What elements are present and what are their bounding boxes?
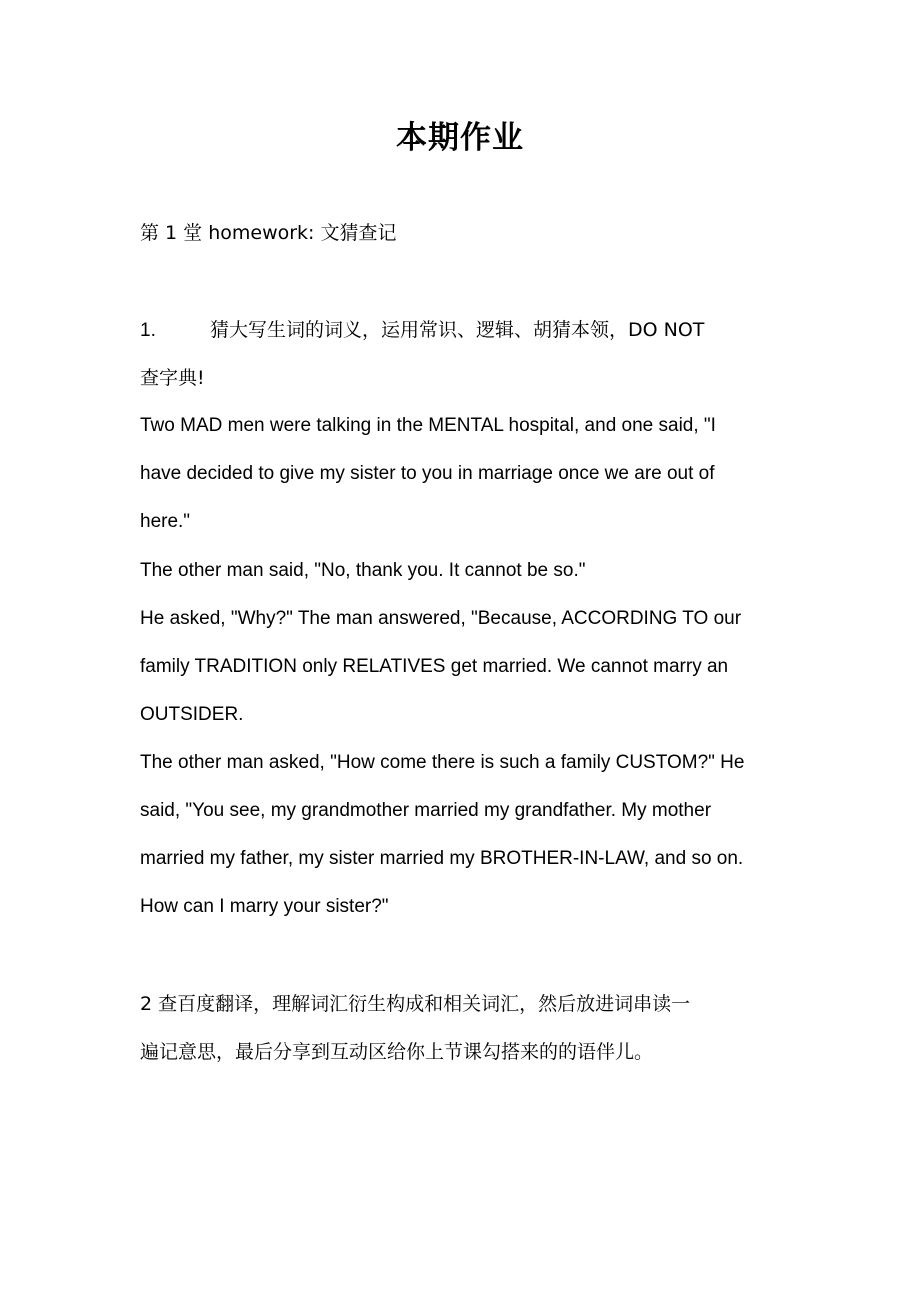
story-line: have decided to give my sister to you in marriage once we are out of [140,463,715,484]
story-line: He asked, "Why?" The man answered, "Because, ACCORDING TO our [140,608,742,629]
item-1-number: 1. [140,320,156,341]
item-2-line-2: 遍记意思，最后分享到互动区给你上节课勾搭来的的语伴儿。 [140,1041,654,1063]
story-line: OUTSIDER. [140,704,244,725]
story-line: The other man asked, "How come there is such a family CUSTOM?" He [140,752,745,773]
story-line: family TRADITION only RELATIVES get married. We cannot marry an [140,656,729,677]
item-1-text: 猜大写生词的词义，运用常识、逻辑、胡猜本领，DO NOT [210,319,705,341]
story-line: How can I marry your sister?" [140,896,389,917]
item-2-line-1: 2 查百度翻译，理解词汇衍生构成和相关词汇，然后放进词串读一 [140,993,691,1015]
story-line: married my father, my sister married my BROTHER-IN-LAW, and so on. [140,848,744,869]
story-line: said, "You see, my grandmother married my grandfather. My mother [140,800,712,821]
item-1-line-2: 查字典! [140,367,205,389]
story-line: here." [140,511,191,532]
item-1-line-1 [140,316,704,345]
story-line: Two MAD men were talking in the MENTAL hospital, and one said, "I [140,415,716,436]
document-title: 本期作业 [396,120,524,156]
homework-subtitle: 第 1 堂 homework: 文猜查记 [140,222,397,244]
story-line: The other man said, "No, thank you. It cannot be so." [140,560,586,581]
